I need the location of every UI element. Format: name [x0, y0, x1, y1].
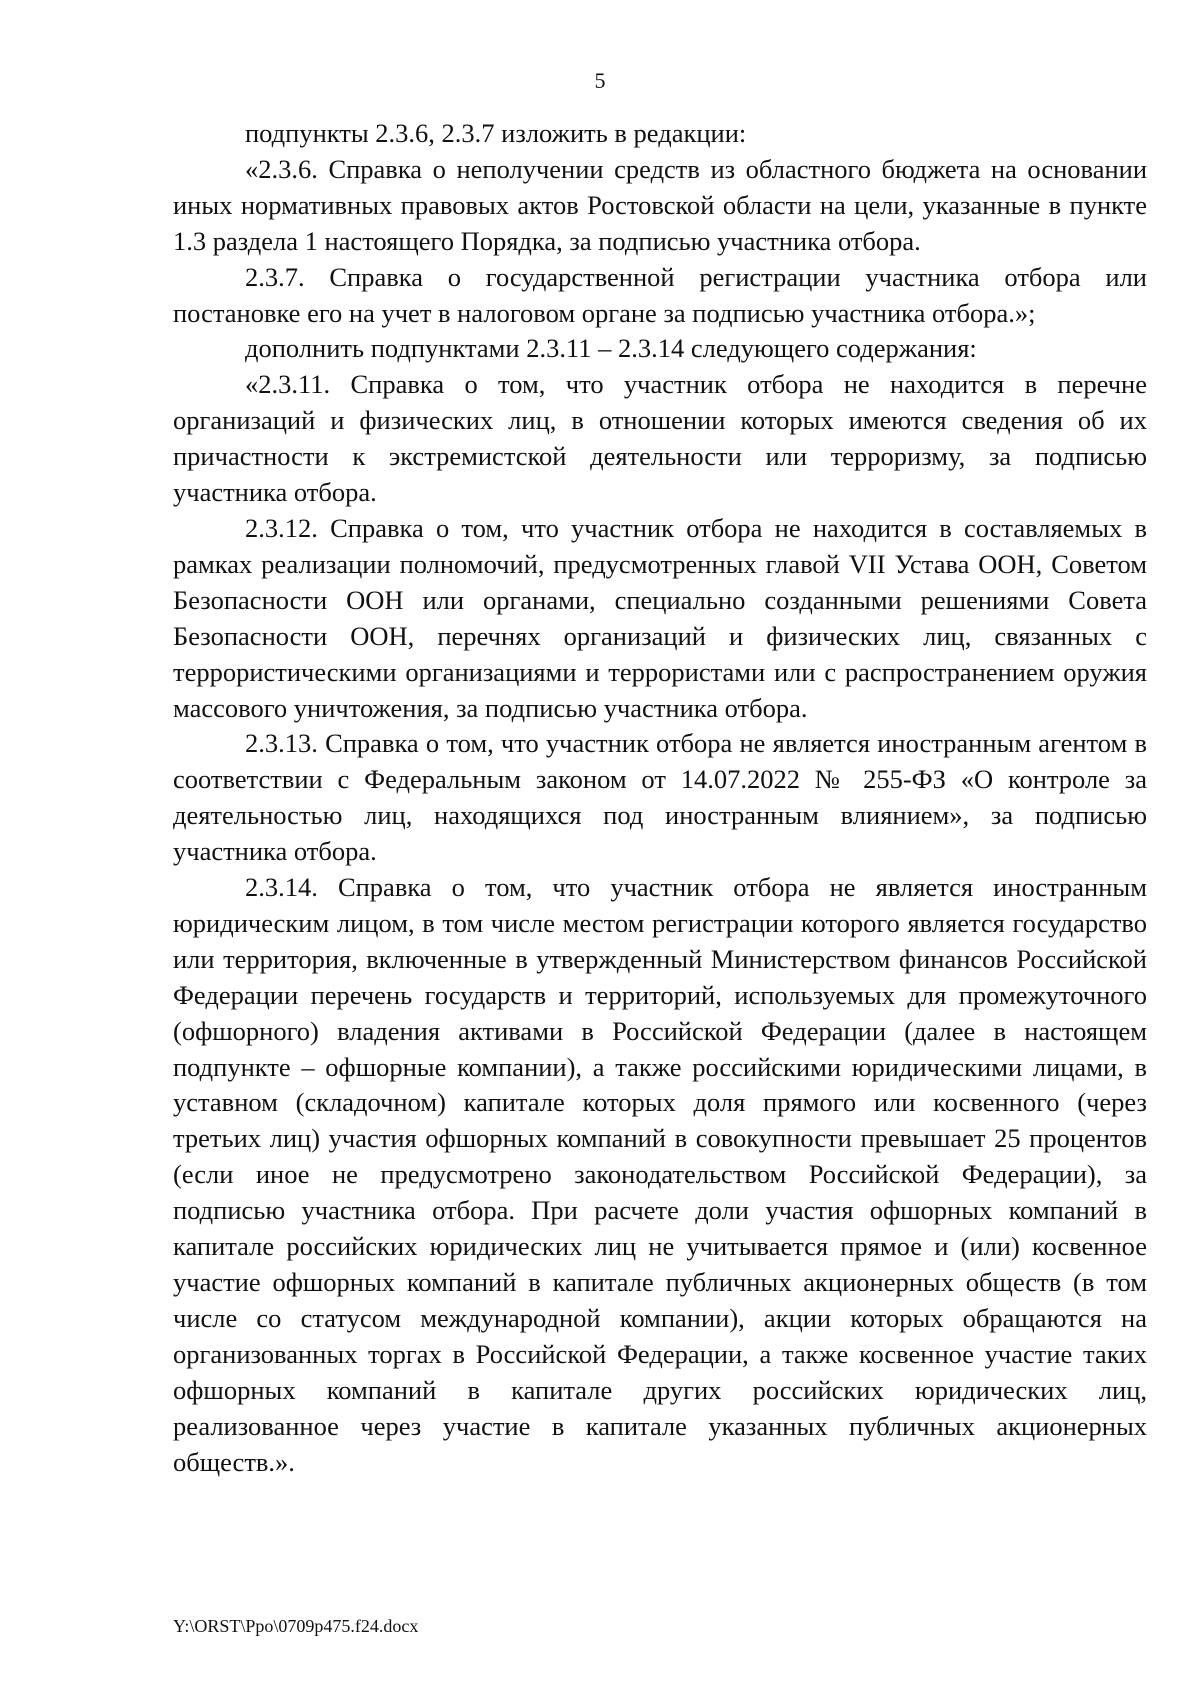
paragraph-2-3-13: 2.3.13. Справка о том, что участник отбора не является иностранным агентом в соответствии с Федеральным законом от 14.07.2022 № 255-ФЗ «О контроле за деятельностью лиц, находящихся под иностранным влиянием», за подписью участника отбора.: [173, 728, 1147, 867]
footer-file-path: Y:\ORST\Ppo\0709p475.f24.docx: [173, 1616, 419, 1636]
paragraph-add-2-3-11-2-3-14: дополнить подпунктами 2.3.11 – 2.3.14 следующего содержания:: [245, 333, 977, 364]
paragraph-2-3-7: 2.3.7. Справка о государственной регистрации участника отбора или постановке его на учет в налоговом органе за подписью участника отбора.»;: [173, 261, 1147, 328]
paragraph-2-3-6: «2.3.6. Справка о неполучении средств из областного бюджета на основании иных нормативных правовых актов Ростовской области на цели, указанные в пункте 1.3 раздела 1 настоящего Порядка, за подписью участника отбора.: [173, 153, 1147, 256]
paragraph-2-3-14: 2.3.14. Справка о том, что участник отбора не является иностранным юридическим лицом, в том числе местом регистрации которого является государство или территория, включенные в утвержденный Министерством финансов Российской Федерации перечень государств и территорий, используемых для промежуточного (офшорного) владения активами в Российской Федерации (далее в настоящем подпункте – офшорные компании), а также российскими юридическими лицами, в уставном (складочном) капитале которых доля прямого или косвенного (через третьих лиц) участия офшорных компаний в совокупности превышает 25 процентов (если иное не предусмотрено законодательством Российской Федерации), за подписью участника отбора. При расчете доли участия офшорных компаний в капитале российских юридических лиц не учитывается прямое и (или) косвенное участие офшорных компаний в капитале публичных акционерных обществ (в том числе со статусом международной компании), акции которых обращаются на организованных торгах в Российской Федерации, а также косвенное участие таких офшорных компаний в капитале других российских юридических лиц, реализованное через участие в капитале указанных публичных акционерных обществ.».: [173, 872, 1147, 1477]
page-number: 5: [594, 68, 606, 93]
paragraph-amend-2-3-6-2-3-7: подпункты 2.3.6, 2.3.7 изложить в редакции:: [245, 118, 747, 148]
document-body: [173, 116, 1147, 1480]
paragraph-2-3-11: «2.3.11. Справка о том, что участник отбора не находится в перечне организаций и физических лиц, в отношении которых имеются сведения об их причастности к экстремистской деятельности или терроризму, за подписью участника отбора.: [173, 369, 1147, 508]
paragraph-2-3-12: 2.3.12. Справка о том, что участник отбора не находится в составляемых в рамках реализации полномочий, предусмотренных главой VII Устава ООН, Советом Безопасности ООН или органами, специально созданными решениями Совета Безопасности ООН, перечнях организаций и физических лиц, связанных с террористическими организациями и террористами или с распространением оружия массового уничтожения, за подписью участника отбора.: [173, 512, 1147, 723]
